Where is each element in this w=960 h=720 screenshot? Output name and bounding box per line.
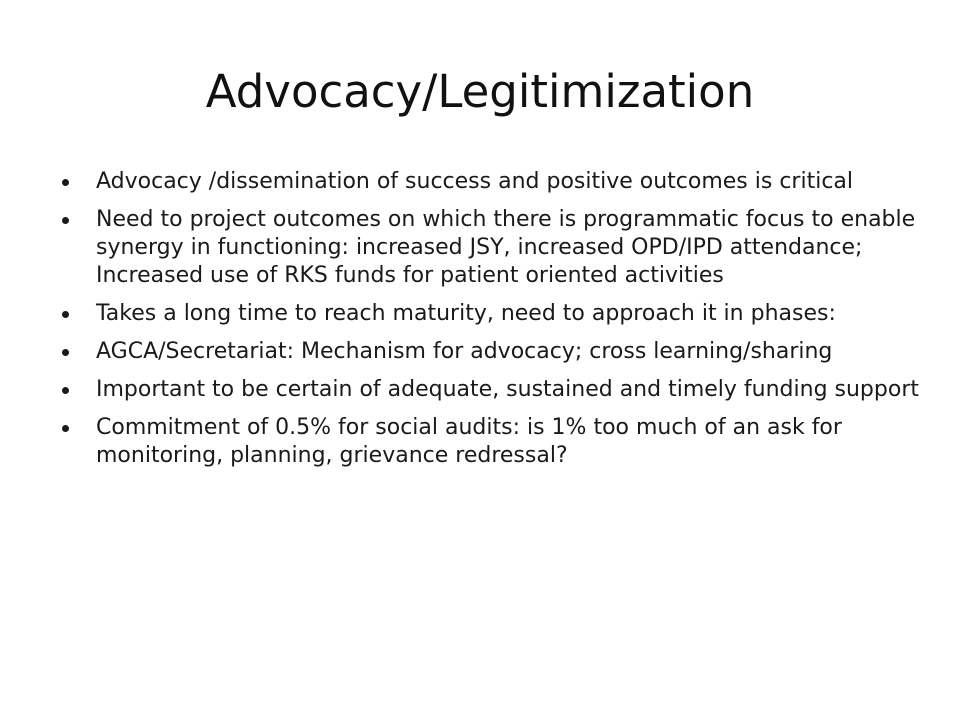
bullet-item [60, 338, 920, 366]
bullet-dot-icon [62, 387, 69, 394]
bullet-dot-icon [62, 425, 69, 432]
bullet-text: AGCA/Secretariat: Mechanism for advocacy; cross learning/sharing [96, 339, 833, 364]
bullet-text: Advocacy /dissemination of success and positive outcomes is critical [96, 169, 854, 194]
bullet-text: Important to be certain of adequate, sustained and timely funding support [96, 377, 919, 402]
bullet-item [60, 206, 920, 290]
bullet-dot-icon [62, 179, 69, 186]
bullet-text: Need to project outcomes on which there is programmatic focus to enable synergy in functioning: increased JSY, increased OPD/IPD attendance; Increased use of RKS funds for patient oriented activities [96, 207, 916, 288]
bullet-text: Commitment of 0.5% for social audits: is 1% too much of an ask for monitoring, planning, grievance redressal? [96, 415, 842, 468]
bullet-item [60, 414, 920, 470]
bullet-text: Takes a long time to reach maturity, need to approach it in phases: [96, 301, 836, 326]
bullet-item [60, 376, 920, 404]
bullet-list [60, 168, 920, 480]
bullet-item [60, 300, 920, 328]
bullet-dot-icon [62, 217, 69, 224]
bullet-item [60, 168, 920, 196]
slide-title: Advocacy/Legitimization [205, 65, 755, 118]
bullet-dot-icon [62, 349, 69, 356]
bullet-dot-icon [62, 311, 69, 318]
